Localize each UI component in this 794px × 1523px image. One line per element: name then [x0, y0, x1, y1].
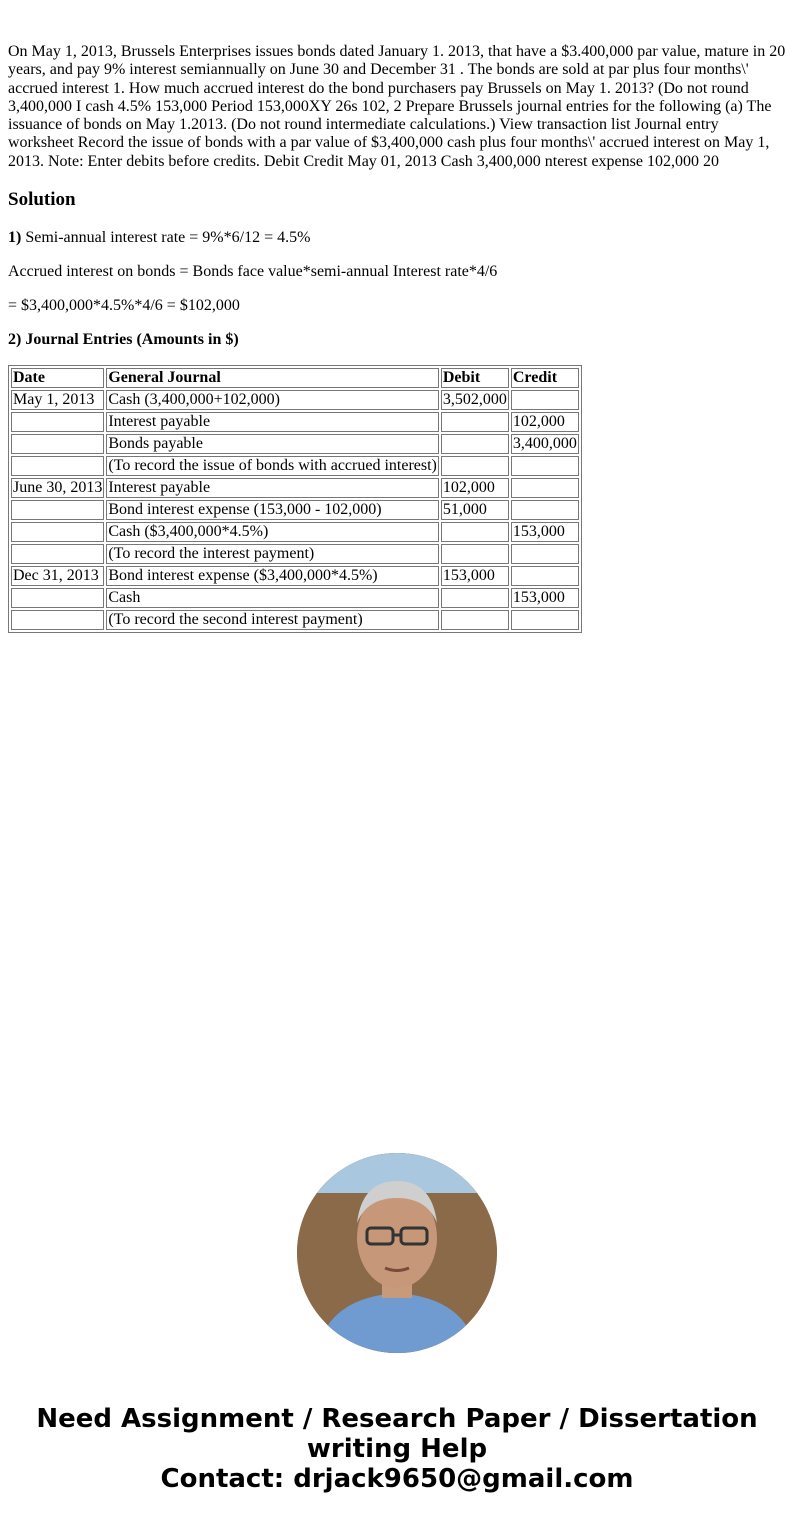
cell-account: Cash — [106, 588, 439, 608]
table-row — [11, 456, 579, 476]
cell-debit — [441, 522, 509, 542]
cell-debit — [441, 588, 509, 608]
cell-credit — [511, 610, 579, 630]
header-general-journal: General Journal — [106, 368, 439, 388]
cell-debit: 153,000 — [441, 566, 509, 586]
table-row — [11, 544, 579, 564]
table-row — [11, 390, 579, 410]
header-date: Date — [11, 368, 104, 388]
table-row — [11, 500, 579, 520]
step1-text: Semi-annual interest rate = 9%*6/12 = 4.5% — [21, 229, 311, 246]
cell-date: May 1, 2013 — [11, 390, 104, 410]
table-row — [11, 412, 579, 432]
table-row — [11, 566, 579, 586]
cell-credit — [511, 390, 579, 410]
cell-credit — [511, 566, 579, 586]
step1 — [8, 229, 310, 247]
cell-debit: 51,000 — [441, 500, 509, 520]
footer-contact: Contact: drjack9650@gmail.com — [160, 1464, 634, 1494]
question-text: On May 1, 2013, Brussels Enterprises issues bonds dated January 1. 2013, that have a $3.400,000 par value, mature in 20 years, and pay 9% interest semiannually on June 30 and December 31 . The bonds are sold at par plus four months\' accrued interest 1. How much accrued interest do the bond purchasers pay Brussels on May 1. 2013? (Do not round 3,400,000 I cash 4.5% 153,000 Period 153,000XY 26s 102, 2 Prepare Brussels journal entries for the following (a) The issuance of bonds on May 1.2013. (Do not round intermediate calculations.) View transaction list Journal entry worksheet Record the issue of bonds with a par value of $3,400,000 cash plus four months\' accrued interest on May 1, 2013. Note: Enter debits before credits. Debit Credit May 01, 2013 Cash 3,400,000 nterest expense 102,000 20 — [8, 43, 786, 170]
cell-credit — [511, 478, 579, 498]
cell-date: June 30, 2013 — [13, 479, 103, 496]
cell-date — [11, 544, 104, 564]
table-row — [11, 478, 579, 498]
cell-date — [11, 412, 104, 432]
journal-heading: 2) Journal Entries (Amounts in $) — [8, 331, 239, 348]
cell-account: (To record the interest payment) — [106, 544, 439, 564]
table-row — [11, 610, 579, 630]
cell-date: Dec 31, 2013 — [11, 566, 104, 586]
table-header-row — [11, 368, 579, 388]
cell-date — [11, 588, 104, 608]
cell-account: (To record the second interest payment) — [106, 610, 439, 630]
cell-account: Interest payable — [106, 478, 439, 498]
cell-debit — [441, 610, 509, 630]
cell-date — [11, 500, 104, 520]
cell-account: (To record the issue of bonds with accrued interest) — [108, 457, 437, 474]
footer-line-1: Need Assignment / Research Paper / Dissertation — [36, 1404, 758, 1434]
cell-account: Bond interest expense ($3,400,000*4.5%) — [106, 566, 439, 586]
cell-account: Bonds payable — [106, 434, 439, 454]
cell-credit: 153,000 — [511, 588, 579, 608]
cell-debit: 3,502,000 — [442, 391, 507, 408]
cell-debit — [441, 434, 509, 454]
accrued-interest-result: = $3,400,000*4.5%*4/6 = $102,000 — [8, 297, 240, 314]
step1-label: 1) — [8, 229, 22, 246]
cell-date — [11, 610, 104, 630]
cell-date — [11, 456, 104, 476]
cell-credit — [511, 456, 579, 476]
header-debit: Debit — [441, 368, 509, 388]
cell-debit — [441, 412, 509, 432]
cell-date — [11, 434, 104, 454]
accrued-interest-formula: Accrued interest on bonds = Bonds face value*semi-annual Interest rate*4/6 — [8, 263, 498, 280]
journal-table — [8, 365, 582, 633]
footer-line-2: writing Help — [306, 1434, 488, 1464]
cell-credit — [511, 500, 579, 520]
cell-debit — [441, 544, 509, 564]
solution-heading: Solution — [8, 189, 76, 210]
cell-date — [11, 522, 104, 542]
cell-account: Cash (3,400,000+102,000) — [106, 390, 439, 410]
header-credit: Credit — [511, 368, 579, 388]
cell-credit — [511, 544, 579, 564]
footer-banner — [0, 1404, 794, 1494]
cell-credit: 3,400,000 — [512, 435, 577, 452]
cell-account: Interest payable — [106, 412, 439, 432]
cell-debit — [441, 456, 509, 476]
cell-credit: 102,000 — [511, 412, 579, 432]
table-row — [11, 434, 579, 454]
table-row — [11, 588, 579, 608]
table-row — [11, 522, 579, 542]
cell-account: Bond interest expense (153,000 - 102,000) — [106, 500, 439, 520]
cell-account: Cash ($3,400,000*4.5%) — [106, 522, 439, 542]
cell-credit: 153,000 — [511, 522, 579, 542]
cell-debit: 102,000 — [441, 478, 509, 498]
author-photo — [297, 1153, 497, 1353]
